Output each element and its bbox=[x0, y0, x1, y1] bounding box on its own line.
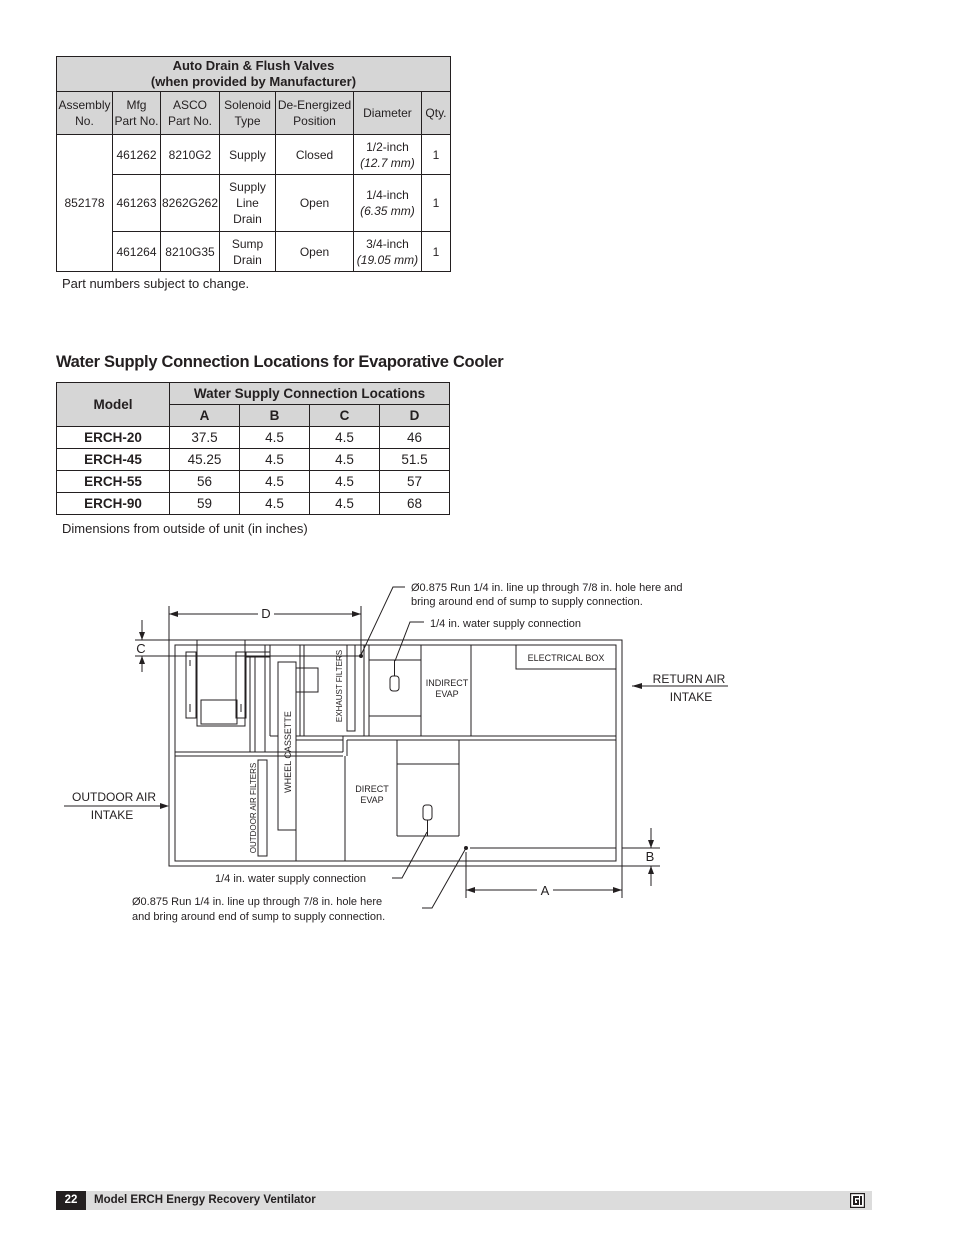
de-energized-position: Open bbox=[276, 175, 354, 232]
electrical-box-label: ELECTRICAL BOX bbox=[527, 653, 605, 663]
table-row bbox=[57, 471, 450, 493]
unit-outline bbox=[169, 640, 622, 866]
top-note-line2: bring around end of sump to supply connection. bbox=[411, 596, 643, 608]
col-position-l2: Position bbox=[293, 114, 336, 128]
col-assembly bbox=[57, 92, 113, 135]
diameter bbox=[353, 232, 421, 272]
locations-table-note: Dimensions from outside of unit (in inches) bbox=[62, 521, 308, 536]
footer-title: Model ERCH Energy Recovery Ventilator bbox=[94, 1194, 316, 1206]
valves-table-note: Part numbers subject to change. bbox=[62, 276, 250, 291]
col-asco-l2: Part No. bbox=[167, 114, 212, 128]
value-a: 45.25 bbox=[170, 449, 240, 471]
indirect-evap-label: EVAP bbox=[435, 689, 459, 699]
col-solenoid-l2: Type bbox=[234, 114, 261, 128]
outdoor-air-intake-label: INTAKE bbox=[90, 808, 134, 822]
mfg-part: 461263 bbox=[112, 175, 160, 232]
value-b: 4.5 bbox=[240, 471, 310, 493]
de-energized-position: Closed bbox=[276, 135, 354, 175]
unit-inner-outline bbox=[175, 645, 616, 861]
value-d: 51.5 bbox=[380, 449, 450, 471]
dim-a-label: A bbox=[540, 883, 550, 898]
value-b: 4.5 bbox=[240, 449, 310, 471]
mfg-part: 461262 bbox=[112, 135, 160, 175]
mfg-part: 461264 bbox=[112, 232, 160, 272]
dim-c-label: C bbox=[136, 641, 146, 656]
diameter-inch: 3/4-inch bbox=[366, 236, 409, 251]
value-a: 56 bbox=[170, 471, 240, 493]
table-row bbox=[57, 449, 450, 471]
direct-label: DIRECT bbox=[355, 784, 389, 794]
value-a: 59 bbox=[170, 493, 240, 515]
qty: 1 bbox=[421, 175, 450, 232]
col-d: D bbox=[380, 405, 450, 427]
model-cell: ERCH-90 bbox=[57, 493, 170, 515]
solenoid-type-l1: Sump bbox=[231, 236, 264, 251]
top-supply-label: 1/4 in. water supply connection bbox=[430, 618, 582, 630]
qty: 1 bbox=[421, 232, 450, 272]
col-asco-l1: ASCO bbox=[172, 98, 207, 112]
return-air-label: RETURN AIR bbox=[652, 672, 726, 686]
table-row bbox=[57, 427, 450, 449]
model-cell: ERCH-55 bbox=[57, 471, 170, 493]
bottom-note-line1: Ø0.875 Run 1/4 in. line up through 7/8 in. hole here bbox=[132, 896, 383, 908]
table-row bbox=[57, 175, 451, 232]
asco-part: 8262G262 bbox=[160, 175, 219, 232]
section-heading: Water Supply Connection Locations for Evaporative Cooler bbox=[56, 353, 504, 371]
bottom-supply-label: 1/4 in. water supply connection bbox=[215, 873, 367, 885]
col-solenoid bbox=[220, 92, 276, 135]
exhaust-filters bbox=[347, 645, 355, 731]
col-b: B bbox=[240, 405, 310, 427]
outdoor-air-filters-label: OUTDOOR AIR FILTERS bbox=[249, 762, 258, 854]
valves-title-line1: Auto Drain & Flush Valves bbox=[172, 58, 335, 73]
col-diameter-l1: Diameter bbox=[363, 106, 412, 120]
value-b: 4.5 bbox=[240, 493, 310, 515]
bottom-note-line2: and bring around end of sump to supply connection. bbox=[132, 911, 386, 923]
col-a: A bbox=[170, 405, 240, 427]
model-header: Model bbox=[57, 383, 170, 427]
exhaust-filters-label: EXHAUST FILTERS bbox=[335, 649, 344, 723]
solenoid-type bbox=[220, 135, 276, 175]
col-qty-l1: Qty. bbox=[425, 106, 447, 120]
solenoid-type-l1: Supply bbox=[229, 147, 266, 162]
dim-d-label: D bbox=[261, 606, 271, 621]
return-air-intake-label: INTAKE bbox=[669, 690, 713, 704]
wheel-cassette-label: WHEEL CASSETTE bbox=[283, 711, 293, 793]
model-cell: ERCH-20 bbox=[57, 427, 170, 449]
value-b: 4.5 bbox=[240, 427, 310, 449]
col-mfg-l1: Mfg bbox=[126, 98, 147, 112]
asco-part: 8210G2 bbox=[160, 135, 219, 175]
de-energized-position: Open bbox=[276, 232, 354, 272]
diameter bbox=[353, 175, 421, 232]
value-a: 37.5 bbox=[170, 427, 240, 449]
value-c: 4.5 bbox=[310, 471, 380, 493]
solenoid-type-l2: Drain bbox=[233, 252, 262, 267]
table-row bbox=[57, 493, 450, 515]
outdoor-air-label: OUTDOOR AIR bbox=[71, 790, 157, 804]
col-assembly-l1: Assembly bbox=[58, 98, 111, 112]
locations-table bbox=[56, 382, 450, 515]
assembly-no: 852178 bbox=[57, 135, 113, 272]
value-d: 68 bbox=[380, 493, 450, 515]
col-mfg bbox=[112, 92, 160, 135]
page-footer bbox=[56, 1191, 872, 1210]
col-diameter bbox=[353, 92, 421, 135]
fan-housing bbox=[197, 640, 245, 726]
valves-table bbox=[56, 56, 451, 272]
col-asco bbox=[160, 92, 219, 135]
valves-column-headers bbox=[57, 92, 451, 135]
value-d: 46 bbox=[380, 427, 450, 449]
greenheck-logo-icon bbox=[850, 1193, 865, 1208]
top-note-line1: Ø0.875 Run 1/4 in. line up through 7/8 in. hole here and bbox=[411, 582, 683, 594]
diameter-mm: (12.7 mm) bbox=[360, 155, 415, 170]
col-position-l1: De-Energized bbox=[277, 98, 352, 112]
direct-valve bbox=[423, 805, 432, 820]
value-c: 4.5 bbox=[310, 427, 380, 449]
diameter-mm: (19.05 mm) bbox=[356, 252, 419, 267]
value-d: 57 bbox=[380, 471, 450, 493]
diameter bbox=[353, 135, 421, 175]
group-header: Water Supply Connection Locations bbox=[170, 383, 450, 405]
qty: 1 bbox=[421, 135, 450, 175]
diameter-inch: 1/4-inch bbox=[366, 188, 409, 202]
solenoid-type-l3: Drain bbox=[233, 212, 262, 226]
solenoid-type bbox=[220, 175, 276, 232]
valves-title-line2: (when provided by Manufacturer) bbox=[150, 74, 357, 89]
col-qty bbox=[421, 92, 450, 135]
valves-table-title bbox=[57, 57, 451, 92]
page-number: 22 bbox=[56, 1191, 86, 1210]
col-position bbox=[276, 92, 354, 135]
dim-b-label: B bbox=[645, 849, 655, 864]
indirect-valve bbox=[390, 676, 399, 691]
col-mfg-l2: Part No. bbox=[114, 114, 159, 128]
solenoid-type-l1: Supply bbox=[229, 180, 266, 194]
col-solenoid-l1: Solenoid bbox=[224, 98, 271, 112]
solenoid-type-l2: Line bbox=[236, 196, 259, 210]
table-row bbox=[57, 232, 451, 272]
locations-header-row bbox=[57, 383, 450, 405]
diameter-inch: 1/2-inch bbox=[366, 139, 409, 154]
table-row bbox=[57, 135, 451, 175]
diameter-mm: (6.35 mm) bbox=[360, 204, 415, 218]
asco-part: 8210G35 bbox=[160, 232, 219, 272]
solenoid-type bbox=[220, 232, 276, 272]
direct-evap-label: EVAP bbox=[360, 795, 384, 805]
value-c: 4.5 bbox=[310, 493, 380, 515]
col-assembly-l2: No. bbox=[75, 114, 94, 128]
value-c: 4.5 bbox=[310, 449, 380, 471]
col-c: C bbox=[310, 405, 380, 427]
indirect-label: INDIRECT bbox=[425, 678, 469, 688]
unit-diagram bbox=[0, 560, 954, 940]
outdoor-air-filters bbox=[258, 760, 267, 856]
model-cell: ERCH-45 bbox=[57, 449, 170, 471]
